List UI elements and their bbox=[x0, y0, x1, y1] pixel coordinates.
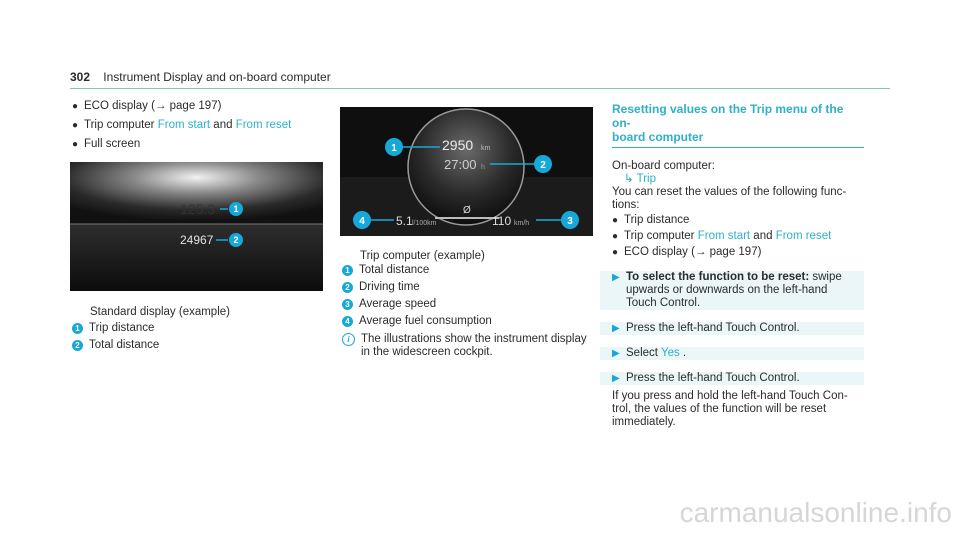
speed-value: 110 bbox=[492, 214, 512, 228]
section-rule bbox=[612, 147, 864, 148]
bullet-icon: ● bbox=[72, 139, 79, 150]
total-distance-value: 24967 bbox=[180, 233, 214, 247]
svg-text:km: km bbox=[481, 145, 491, 152]
trip-menu-link[interactable]: Trip bbox=[636, 173, 657, 185]
step-arrow-icon: ▶ bbox=[612, 272, 620, 283]
step-press-control-again: ▶ Press the left-hand Touch Control. bbox=[600, 372, 864, 385]
svg-text:l/100km: l/100km bbox=[412, 220, 437, 227]
legend-item: 2 Total distance bbox=[72, 339, 332, 352]
info-note: i The illustrations show the instrument display in the widescreen cockpit. bbox=[342, 333, 602, 359]
time-value: 27:00 bbox=[444, 157, 477, 172]
svg-text:3: 3 bbox=[567, 216, 573, 227]
from-start-link[interactable]: From start bbox=[157, 119, 211, 131]
list-item: ● Full screen bbox=[72, 138, 141, 150]
page-number: 302 bbox=[70, 70, 91, 84]
callout-badge-icon: 1 bbox=[342, 265, 353, 276]
fuel-value: 5.1 bbox=[396, 214, 413, 228]
trip-computer-image bbox=[340, 107, 593, 236]
column-left bbox=[72, 100, 332, 157]
step-arrow-icon: ▶ bbox=[612, 323, 620, 334]
caption: Standard display (example) bbox=[90, 306, 230, 318]
callout-badge-icon: 3 bbox=[342, 299, 353, 310]
menu-path bbox=[624, 173, 864, 186]
arrow-icon: → bbox=[154, 100, 167, 112]
from-start-link[interactable]: From start bbox=[697, 230, 751, 242]
header-rule bbox=[70, 88, 890, 89]
arrow-icon: → bbox=[694, 246, 707, 258]
svg-text:h: h bbox=[481, 164, 485, 171]
callout-badge-icon: 4 bbox=[342, 316, 353, 327]
svg-text:km/h: km/h bbox=[514, 220, 530, 227]
svg-text:2: 2 bbox=[233, 235, 239, 245]
bullet-icon: ● bbox=[72, 101, 79, 112]
list-item: ● ECO display (→ page 197) bbox=[72, 100, 222, 112]
yes-option-link[interactable]: Yes bbox=[660, 347, 680, 359]
distance-value: 2950 bbox=[442, 137, 474, 153]
menu-arrow-icon: ↳ bbox=[624, 173, 637, 185]
bullet-icon: ● bbox=[612, 247, 619, 258]
average-symbol: Ø bbox=[463, 205, 471, 216]
column-right bbox=[612, 102, 864, 429]
list-item: ● Trip computer From start and From reset bbox=[612, 230, 832, 242]
page-title: Instrument Display and on-board computer bbox=[103, 70, 331, 84]
callout-badge-icon: 2 bbox=[342, 282, 353, 293]
step-arrow-icon: ▶ bbox=[612, 348, 620, 359]
page-header bbox=[70, 70, 890, 84]
step-arrow-icon: ▶ bbox=[612, 373, 620, 384]
legend-middle bbox=[342, 264, 602, 359]
step-press-control: ▶ Press the left-hand Touch Control. bbox=[600, 322, 864, 335]
list-item: ● Trip distance bbox=[612, 214, 690, 226]
list-item: ● Trip computer From start and From reset bbox=[72, 119, 292, 131]
callout-badge-icon: 2 bbox=[72, 340, 83, 351]
from-reset-link[interactable]: From reset bbox=[775, 230, 832, 242]
svg-text:1: 1 bbox=[233, 204, 239, 214]
section-title: Resetting values on the Trip menu of the on- board computer bbox=[612, 102, 844, 144]
info-icon: i bbox=[342, 333, 355, 346]
caption: Trip computer (example) bbox=[360, 250, 485, 262]
svg-text:1: 1 bbox=[391, 143, 397, 154]
bullet-icon: ● bbox=[612, 231, 619, 242]
figure-caption-middle bbox=[360, 250, 600, 263]
legend-item: 3 Average speed bbox=[342, 298, 602, 311]
svg-text:4: 4 bbox=[359, 216, 365, 227]
legend-item: 1 Total distance bbox=[342, 264, 602, 277]
step-select-yes: ▶ Select Yes . bbox=[600, 347, 864, 360]
callout-badge-icon: 1 bbox=[72, 323, 83, 334]
bullet-icon: ● bbox=[612, 215, 619, 226]
bullet-icon: ● bbox=[72, 120, 79, 131]
svg-text:2: 2 bbox=[540, 160, 546, 171]
legend-item: 4 Average fuel consumption bbox=[342, 315, 602, 328]
legend-left bbox=[72, 322, 332, 356]
watermark: carmanualsonline.info bbox=[679, 497, 952, 528]
list-item: ● ECO display (→ page 197) bbox=[612, 246, 762, 258]
standard-display-image bbox=[70, 162, 323, 291]
outro-text: If you press and hold the left-hand Touch Con- trol, the values of the function will be reset immediately. bbox=[612, 390, 848, 428]
from-reset-link[interactable]: From reset bbox=[235, 119, 292, 131]
step-select-function: ▶ To select the function to be reset: swipe upwards or downwards on the left-hand Touch Control. bbox=[600, 271, 864, 310]
legend-item: 2 Driving time bbox=[342, 281, 602, 294]
menu-label: On-board computer: bbox=[612, 160, 715, 172]
intro-text: You can reset the values of the following func- tions: bbox=[612, 186, 847, 211]
legend-item: 1 Trip distance bbox=[72, 322, 332, 335]
trip-distance-value: 125.3 bbox=[180, 201, 216, 217]
